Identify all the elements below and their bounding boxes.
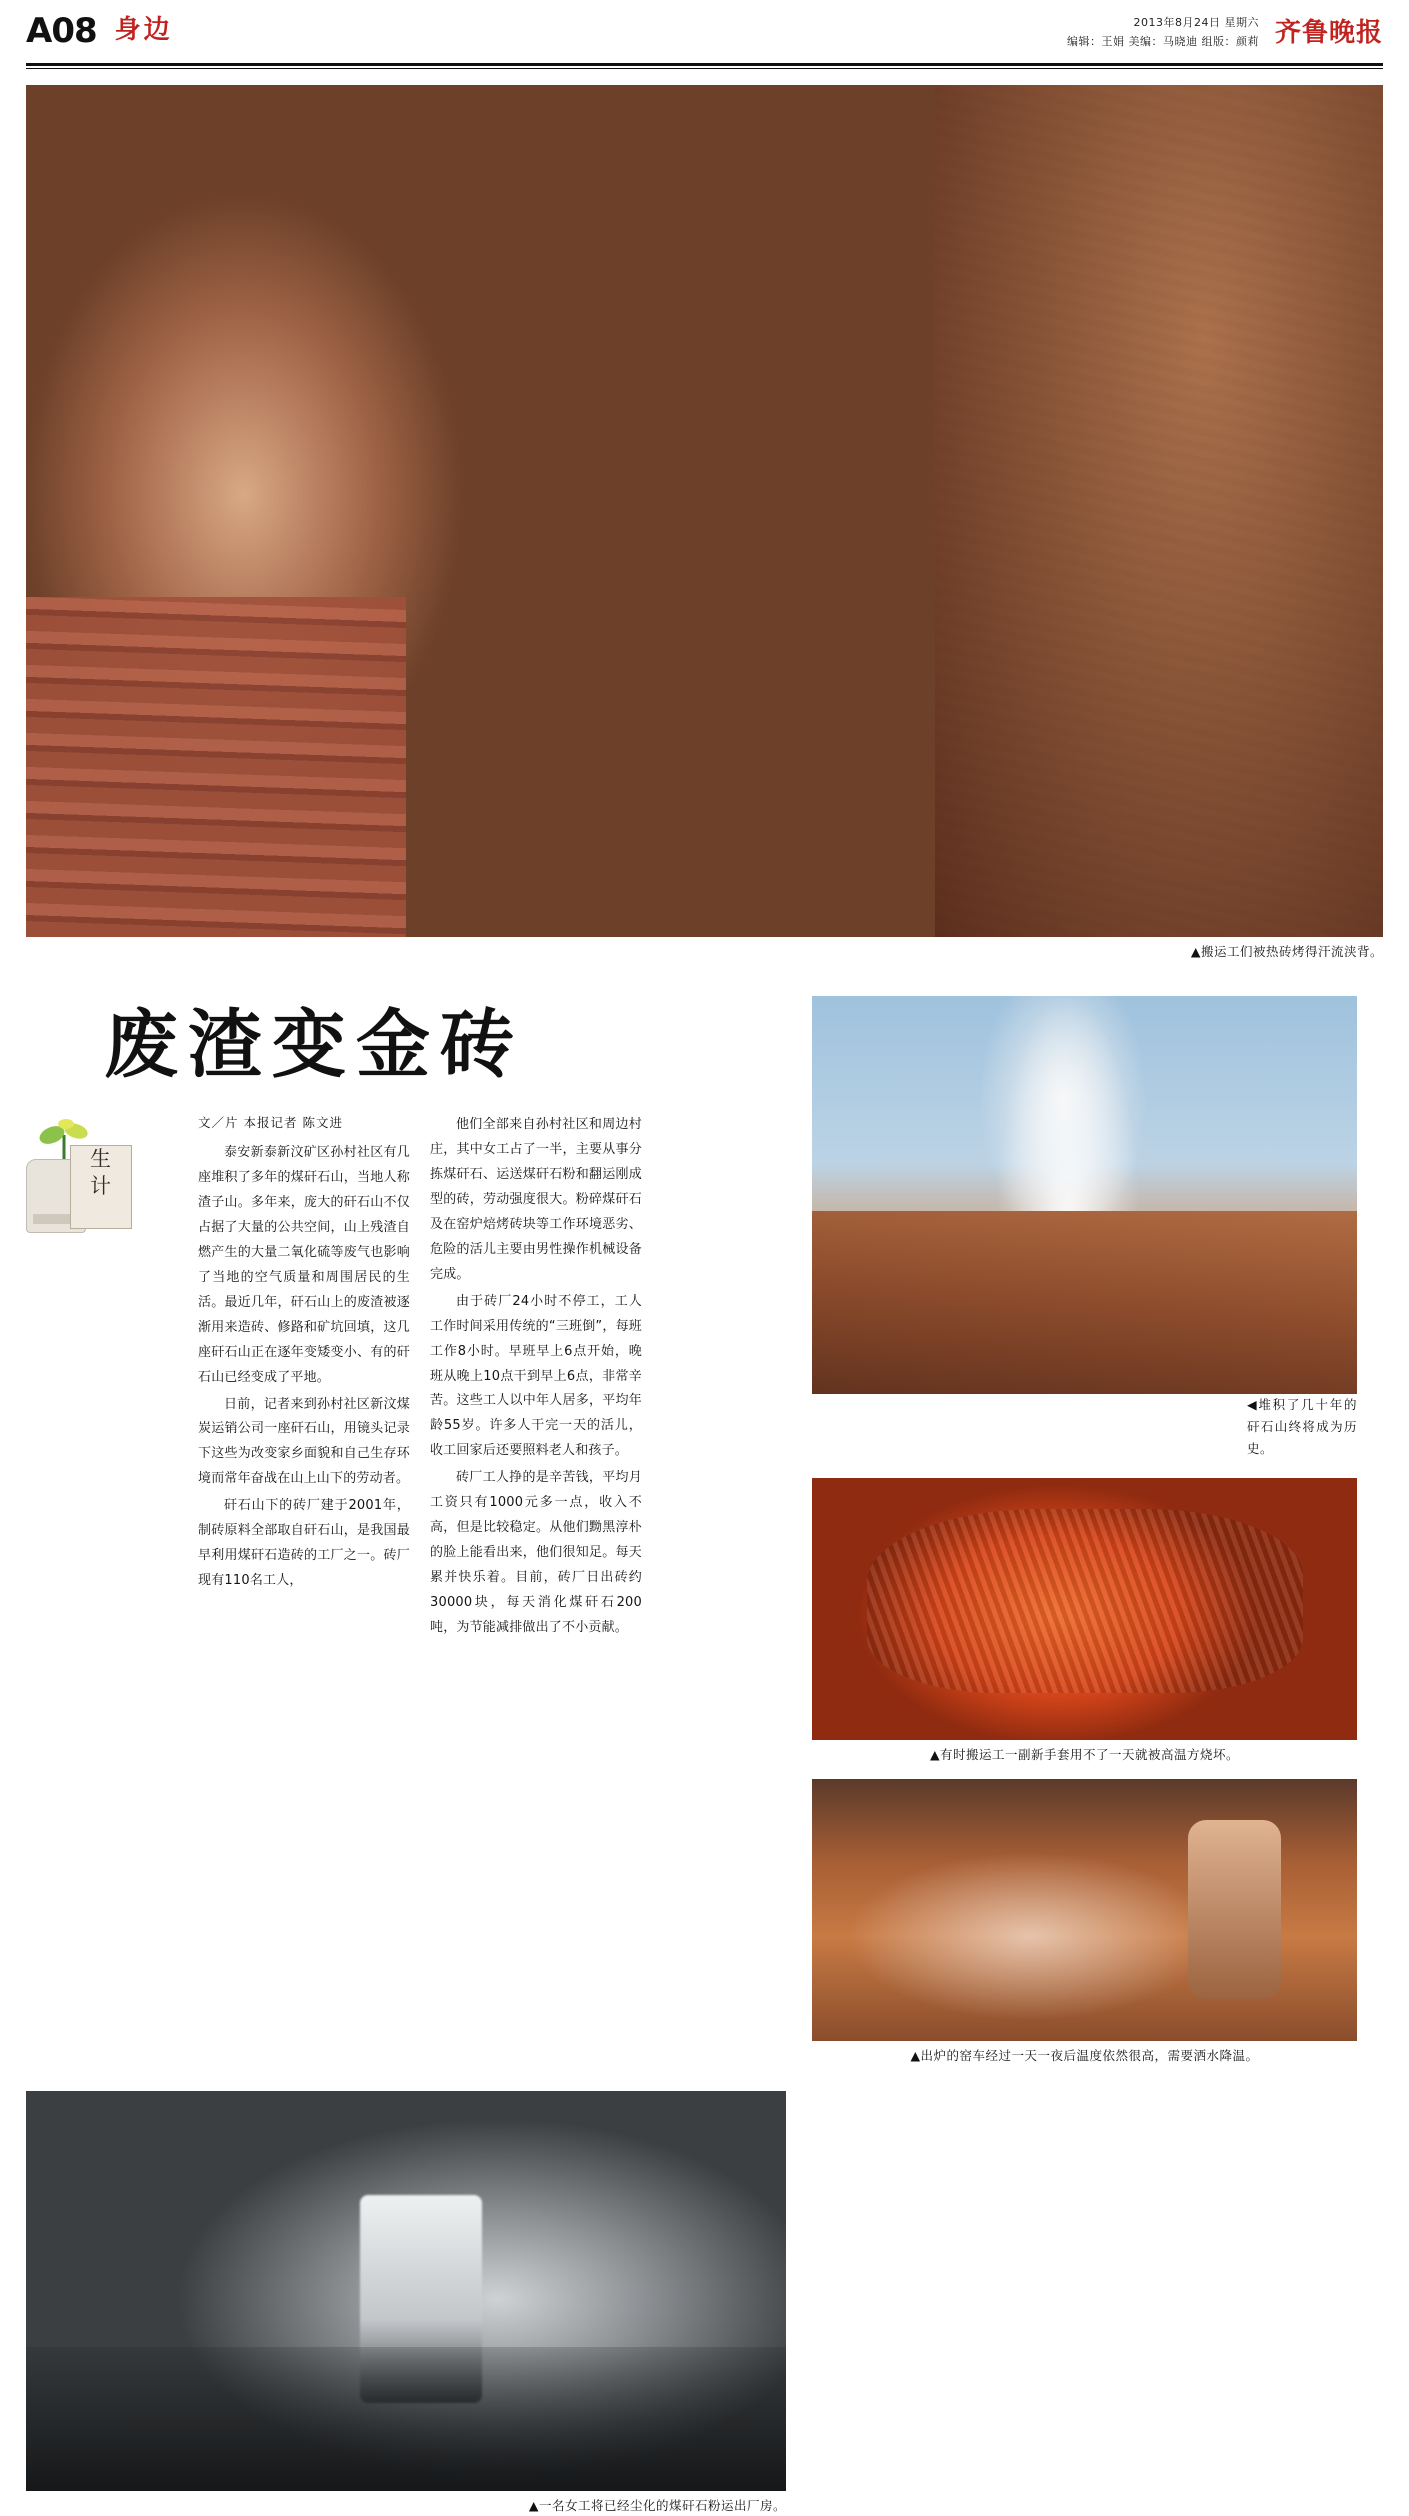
cart-caption: ▲一名女工将已经尘化的煤矸石粉运出厂房。 bbox=[528, 2498, 786, 2514]
masthead-rule-thin bbox=[26, 68, 1383, 69]
paper-logo: 齐鲁晚报 bbox=[1274, 17, 1383, 48]
smoke-caption-row bbox=[812, 1394, 1357, 1460]
paragraph: 矸石山下的砖厂建于2001年，制砖原料全部取自矸石山，是我国最早利用煤矸石造砖的工厂之一。砖厂现有110名工人， bbox=[198, 1498, 410, 1589]
section-title: 身边 bbox=[114, 15, 173, 45]
article-left-column bbox=[26, 996, 786, 2065]
article-body bbox=[26, 1113, 786, 1643]
series-stamp bbox=[26, 1119, 158, 1237]
hero-caption: ▲搬运工们被热砖烤得汗流浃背。 bbox=[1190, 944, 1383, 960]
paragraph: 砖厂工人挣的是辛苦钱，平均月工资只有1000元多一点，收入不高，但是比较稳定。从他们黝黑淳朴的脸上能看出来，他们很知足。每天累并快乐着。目前，砖厂日出砖约30000块，每天消化煤矸石200吨，为节能减排做出了不小贡献。 bbox=[430, 1470, 642, 1636]
editor-credits: 编辑：王娟 美编：马晓迪 组版：颜莉 bbox=[1066, 34, 1259, 48]
article-area bbox=[26, 996, 1383, 2065]
seal-char-1: 生 bbox=[90, 1147, 112, 1171]
page-title: 废渣变金砖 bbox=[104, 1002, 524, 1089]
paragraph: 日前，记者来到孙村社区新汶煤炭运销公司一座矸石山，用镜头记录下这些为改变家乡面貌和自己生存环境而常年奋战在山上山下的劳动者。 bbox=[198, 1396, 410, 1487]
masthead bbox=[26, 0, 1383, 59]
paragraph: 他们全部来自孙村社区和周边村庄，其中女工占了一半，主要从事分拣煤矸石、运送煤矸石粉和翻运刚成型的砖，劳动强度很大。粉碎煤矸石及在窑炉焙烤砖块等工作环境恶劣、危险的活儿主要由男性操作机械设备完成。 bbox=[430, 1117, 642, 1282]
hero-photo bbox=[26, 85, 1383, 937]
masthead-rule-thick bbox=[26, 63, 1383, 66]
cart-photo bbox=[26, 2091, 786, 2491]
smoke-photo bbox=[812, 996, 1357, 1394]
kiln-photo bbox=[812, 1779, 1357, 2041]
seal-char-2: 计 bbox=[90, 1174, 112, 1198]
masthead-left bbox=[26, 11, 173, 51]
column-logo bbox=[26, 1113, 176, 1643]
masthead-meta bbox=[1067, 14, 1259, 51]
issue-date: 2013年8月24日 星期六 bbox=[1133, 16, 1259, 29]
bottom-photo-block bbox=[26, 2091, 1383, 2516]
page-number: A08 bbox=[26, 11, 97, 51]
glove-caption: ▲有时搬运工一副新手套用不了一天就被高温方烧坏。 bbox=[929, 1746, 1240, 1762]
text-column-1 bbox=[198, 1113, 410, 1643]
paragraph: 由于砖厂24小时不停工，工人工作时间采用传统的“三班倒”，每班工作8小时。早班早上6点开始，晚班从晚上10点干到早上6点，非常辛苦。这些工人以中年人居多，平均年龄55岁。许多人干完一天的活儿，收工回家后还要照料老人和孩子。 bbox=[430, 1293, 642, 1459]
smoke-caption: ◀堆积了几十年的矸石山终将成为历史。 bbox=[1247, 1397, 1357, 1456]
seal-box bbox=[70, 1145, 132, 1229]
masthead-right bbox=[1067, 14, 1383, 51]
article-right-column bbox=[812, 996, 1357, 2065]
hero-photo-block bbox=[26, 85, 1383, 962]
glove-photo bbox=[812, 1478, 1357, 1740]
text-columns bbox=[198, 1113, 786, 1643]
cart-photo-block bbox=[26, 2091, 786, 2516]
paragraph: 泰安新泰新汶矿区孙村社区有几座堆积了多年的煤矸石山，当地人称渣子山。多年来，庞大的矸石山不仅占据了大量的公共空间，山上残渣自燃产生的大量二氧化硫等废气也影响了当地的空气质量和周围居民的生活。最近几年，矸石山上的废渣被逐渐用来造砖、修路和矿坑回填，这几座矸石山正在逐年变矮变小、有的矸石山已经变成了平地。 bbox=[198, 1145, 410, 1385]
kiln-caption: ▲出炉的窑车经过一天一夜后温度依然很高，需要洒水降温。 bbox=[910, 2047, 1259, 2063]
text-column-2 bbox=[430, 1113, 642, 1643]
byline: 文／片 本报记者 陈文进 bbox=[198, 1115, 343, 1130]
